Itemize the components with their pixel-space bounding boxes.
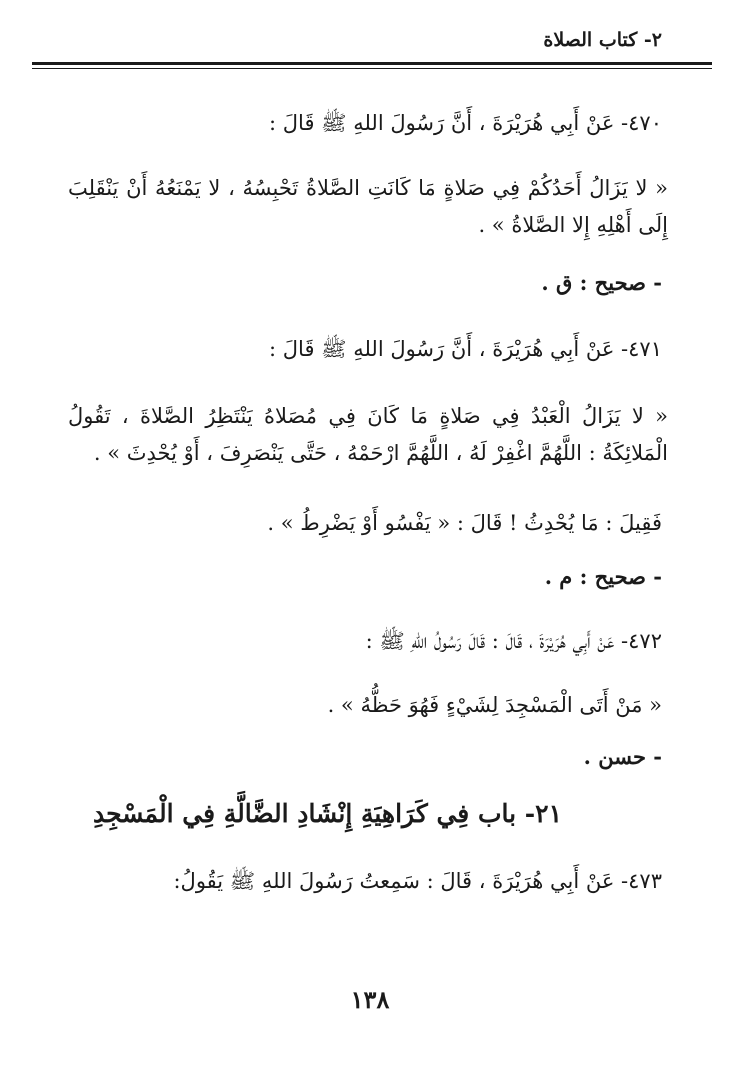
hadith-471-intro: ٤٧١- عَنْ أَبِي هُرَيْرَةَ ، أَنَّ رَسُولَ اللهِ ﷺ قَالَ : xyxy=(269,337,662,361)
hadith-470-text: « لا يَزَالُ أَحَدُكُمْ فِي صَلاةٍ مَا كَانَتِ الصَّلاةُ تَحْبِسُهُ ، لا يَمْنَعُهُ أَنْ يَنْقَلِبَ إِلَى أَهْلِهِ إِلا الصَّلاةُ » . xyxy=(68,176,668,237)
hadith-470-grade: - صحيح : ق . xyxy=(541,270,662,295)
header-rule-thick xyxy=(32,62,712,65)
page-number: ١٣٨ xyxy=(350,985,390,1014)
hadith-471-text: « لا يَزَالُ الْعَبْدُ فِي صَلاةٍ مَا كَانَ فِي مُصَلاهُ يَنْتَظِرُ الصَّلاةَ ، تَقُولُ الْمَلائِكَةُ : اللَّهُمَّ اغْفِرْ لَهُ ، اللَّهُمَّ ارْحَمْهُ ، حَتَّى يَنْصَرِفَ ، أَوْ يُحْدِثَ » . xyxy=(68,404,668,465)
hadith-472-intro: ٤٧٢- عَنْ أَبِي هُرَيْرَةَ ، قَالَ : قَالَ رَسُولُ اللهِ ﷺ : xyxy=(365,629,662,653)
hadith-471-extra: فَقِيلَ : مَا يُحْدِثُ ! قَالَ : « يَفْسُو أَوْ يَضْرِطُ » . xyxy=(267,511,662,535)
page-header-title: ٢- كتاب الصلاة xyxy=(543,29,662,51)
header-rule-thin xyxy=(32,68,712,69)
hadith-472-text: « مَنْ أَتَى الْمَسْجِدَ لِشَيْءٍ فَهُوَ حَظُّهُ » . xyxy=(327,693,662,717)
hadith-471-grade: - صحيح : م . xyxy=(544,564,662,589)
hadith-472-grade: - حسن . xyxy=(583,744,662,769)
chapter-heading: ٢١- باب فِي كَرَاهِيَةِ إِنْشَادِ الضَّالَّةِ فِي الْمَسْجِدِ xyxy=(92,799,562,828)
hadith-470-intro: ٤٧٠- عَنْ أَبِي هُرَيْرَةَ ، أَنَّ رَسُولَ اللهِ ﷺ قَالَ : xyxy=(269,111,662,135)
hadith-473-intro: ٤٧٣- عَنْ أَبِي هُرَيْرَةَ ، قَالَ : سَمِعتُ رَسُولَ اللهِ ﷺ يَقُولُ: xyxy=(173,869,662,893)
